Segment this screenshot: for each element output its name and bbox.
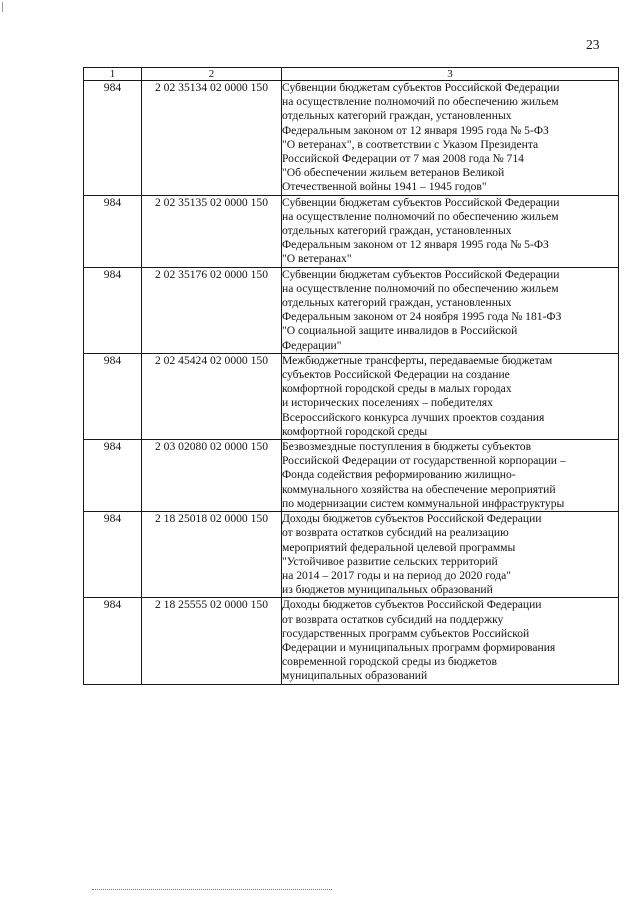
column-header-3: 3 [282, 68, 619, 81]
description-line: на осуществление полномочий по обеспечению жильем [282, 281, 559, 295]
page-number: 23 [586, 37, 600, 52]
table-row [84, 598, 619, 684]
column-header-2: 2 [142, 68, 282, 81]
description-line: Федеральным законом от 24 ноября 1995 года № 181-ФЗ [282, 310, 562, 324]
revenue-description-cell [282, 267, 619, 353]
description-line: государственных программ субъектов Российской [282, 626, 530, 640]
administrator-code-cell: 984 [84, 81, 142, 196]
description-line: муниципальных образований [282, 669, 428, 683]
description-line: и исторических поселениях – победителях [282, 396, 493, 410]
description-line: на осуществление полномочий по обеспечению жильем [282, 95, 559, 109]
description-line: "Устойчивое развитие сельских территорий [282, 554, 498, 568]
administrator-code-cell: 984 [84, 440, 142, 512]
revenue-description-cell [282, 512, 619, 598]
revenue-description-cell [282, 195, 619, 267]
revenue-codes-table [83, 67, 619, 685]
administrator-code-cell: 984 [84, 195, 142, 267]
table-header-row [84, 68, 619, 81]
description-line: комфортной городской среды [282, 424, 428, 438]
footer-dotted-line [92, 889, 332, 890]
administrator-code-cell: 984 [84, 512, 142, 598]
column-header-1: 1 [84, 68, 142, 81]
description-line: субъектов Российской Федерации на создание [282, 368, 510, 382]
revenue-description-cell [282, 440, 619, 512]
revenue-code-cell: 2 03 02080 02 0000 150 [142, 440, 282, 512]
scan-mark [2, 2, 3, 12]
description-line: Федерации и муниципальных программ формирования [282, 640, 556, 654]
description-line: Федеральным законом от 12 января 1995 года № 5-ФЗ [282, 238, 549, 252]
administrator-code-cell: 984 [84, 353, 142, 439]
description-line: Доходы бюджетов субъектов Российской Федерации [282, 512, 542, 526]
table-row [84, 440, 619, 512]
description-line: из бюджетов муниципальных образований [282, 583, 493, 597]
table-row [84, 267, 619, 353]
description-line: Безвозмездные поступления в бюджеты субъектов [282, 440, 532, 454]
revenue-description-cell [282, 81, 619, 196]
description-line: Фонда содействия реформированию жилищно- [282, 468, 516, 482]
description-line: Российской Федерации от государственной корпорации – [282, 454, 566, 468]
revenue-description-cell [282, 598, 619, 684]
description-line: коммунального хозяйства на обеспечение мероприятий [282, 482, 556, 496]
table-body [84, 81, 619, 685]
description-line: "Об обеспечении жильем ветеранов Великой [282, 166, 505, 180]
revenue-code-cell: 2 18 25018 02 0000 150 [142, 512, 282, 598]
description-line: Субвенции бюджетам субъектов Российской Федерации [282, 195, 560, 209]
description-line: по модернизации систем коммунальной инфраструктуры [282, 496, 565, 510]
description-line: Отечественной войны 1941 – 1945 годов" [282, 180, 487, 194]
description-line: "О социальной защите инвалидов в Российской [282, 324, 518, 338]
description-line: Субвенции бюджетам субъектов Российской Федерации [282, 267, 560, 281]
description-line: Федеральным законом от 12 января 1995 года № 5-ФЗ [282, 123, 549, 137]
table-row [84, 81, 619, 196]
revenue-code-cell: 2 02 35135 02 0000 150 [142, 195, 282, 267]
description-line: на 2014 – 2017 годы и на период до 2020 года" [282, 568, 511, 582]
description-line: от возврата остатков субсидий на поддержку [282, 612, 504, 626]
table-row [84, 512, 619, 598]
description-line: Межбюджетные трансферты, передаваемые бюджетам [282, 353, 553, 367]
administrator-code-cell: 984 [84, 267, 142, 353]
description-line: "О ветеранах" [282, 252, 352, 266]
table-row [84, 353, 619, 439]
description-line: Российской Федерации от 7 мая 2008 года № 714 [282, 152, 524, 166]
revenue-description-cell [282, 353, 619, 439]
table-row [84, 195, 619, 267]
description-line: на осуществление полномочий по обеспечению жильем [282, 209, 559, 223]
description-line: "О ветеранах", в соответствии с Указом Президента [282, 137, 539, 151]
description-line: Субвенции бюджетам субъектов Российской Федерации [282, 81, 560, 94]
description-line: мероприятий федеральной целевой программы [282, 540, 516, 554]
description-line: отдельных категорий граждан, установленных [282, 296, 512, 310]
description-line: Федерации" [282, 338, 342, 352]
description-line: комфортной городской среды в малых городах [282, 382, 512, 396]
description-line: современной городской среды из бюджетов [282, 655, 497, 669]
description-line: Всероссийского конкурса лучших проектов создания [282, 410, 545, 424]
revenue-code-cell: 2 18 25555 02 0000 150 [142, 598, 282, 684]
revenue-code-cell: 2 02 35134 02 0000 150 [142, 81, 282, 196]
description-line: отдельных категорий граждан, установленных [282, 109, 512, 123]
description-line: от возврата остатков субсидий на реализацию [282, 526, 509, 540]
revenue-code-cell: 2 02 35176 02 0000 150 [142, 267, 282, 353]
description-line: Доходы бюджетов субъектов Российской Федерации [282, 598, 542, 612]
revenue-code-cell: 2 02 45424 02 0000 150 [142, 353, 282, 439]
administrator-code-cell: 984 [84, 598, 142, 684]
description-line: отдельных категорий граждан, установленных [282, 224, 512, 238]
